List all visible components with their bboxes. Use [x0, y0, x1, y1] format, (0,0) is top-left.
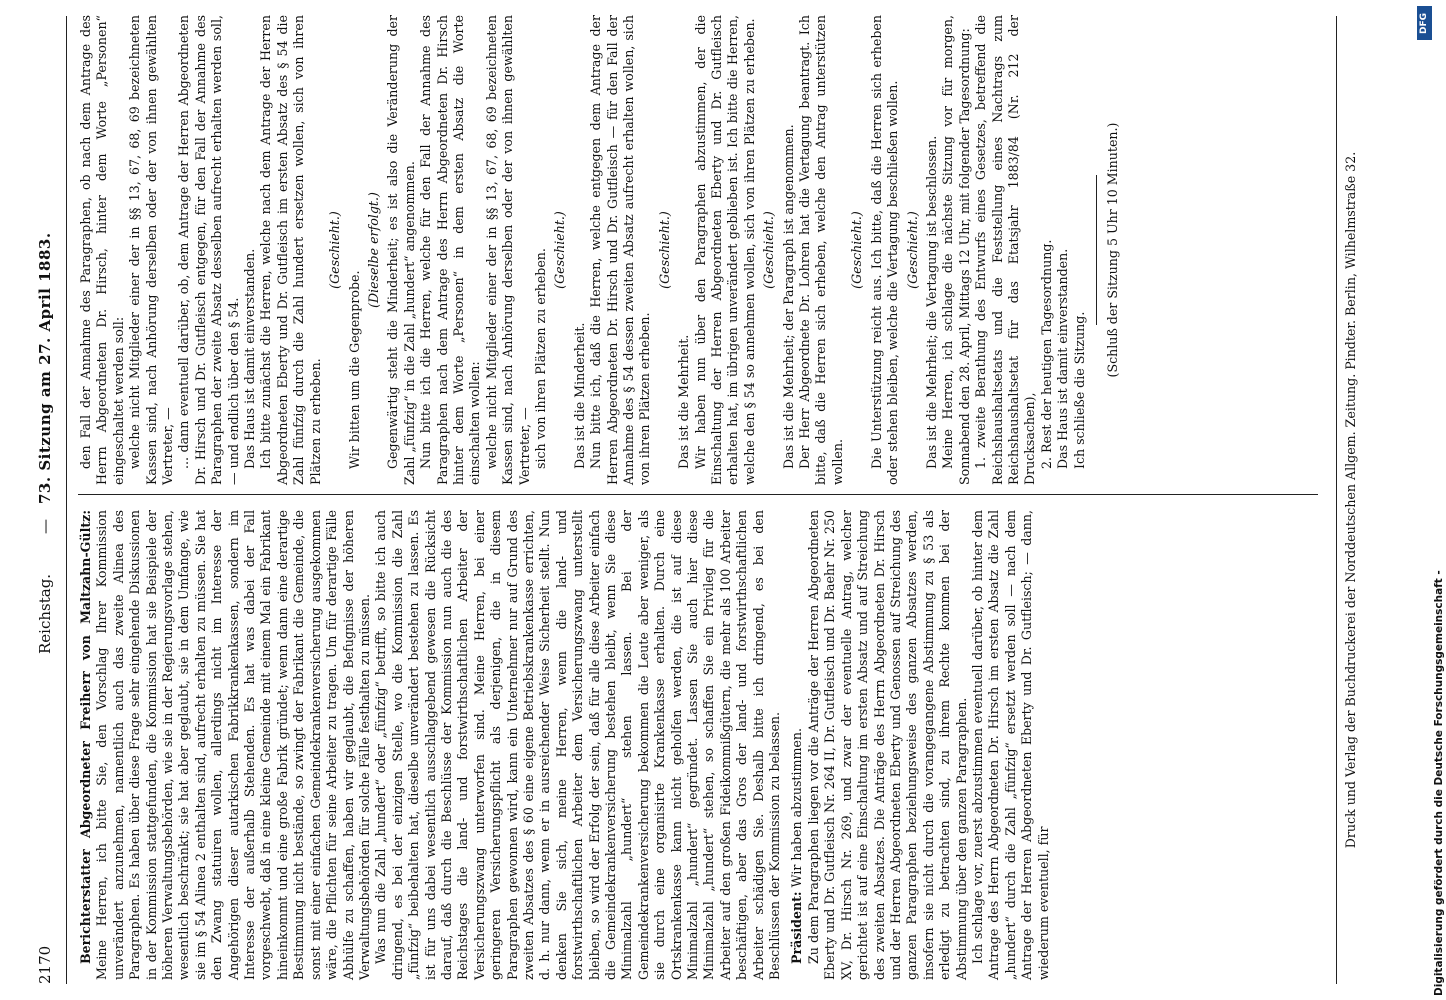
speaker-name: Berichterstatter Abgeordneter Freiherr von Maltzahn-Gültz:	[78, 510, 93, 964]
dfg-logo: DFG	[1417, 6, 1432, 40]
paragraph: Nun bitte ich die Herren, welche für den Fall der Annahme des Paragraphen nach dem Antrage des Herrn Abgeordneten Dr. Hirsch hinter dem Worte „Personen“ in dem ersten Absatz die Worte einschalten wollen:	[418, 15, 483, 485]
paragraph: Ich bitte zunächst die Herren, welche nach dem Antrage der Herren Abgeordneten Eberty und Dr. Gutfleisch im ersten Absatz des § 54 die Zahl fünfzig durch die Zahl hundert ersetzen wollen, sich von ihren Plätzen zu erheben.	[258, 15, 323, 485]
digitization-note: Digitalisierung gefördert durch die Deutsche Forschungsgemeinschaft -	[1433, 570, 1445, 996]
paragraph-text: Ich schlage vor, zuerst abzustimmen eventuell darüber, ob hinter dem Antrage des Herrn Abgeordneten Dr. Hirsch im ersten Absatz die Zahl „hundert“ durch die Zahl „fünfzig“ ersetzt werden soll — nach dem Antrage der Herren Abgeordneten Eberty und Dr. Gutfleisch; — dann, wiederum eventuell, für	[969, 510, 1051, 980]
stage-direction: (Geschieht.)	[904, 211, 920, 289]
paragraph: sich von ihren Plätzen zu erheben.	[532, 248, 548, 469]
footer-address: Berlin, Wilhelmstraße 32.	[1343, 151, 1358, 316]
paragraph	[78, 510, 373, 980]
paragraph-text: Wir haben abzustimmen.	[789, 728, 805, 888]
paragraph	[373, 510, 783, 980]
digitization-sidebar	[1418, 0, 1445, 1000]
stage-direction: (Geschieht.)	[849, 211, 865, 289]
paragraph: Das ist die Minderheit.	[571, 322, 587, 469]
paragraph-text: Was nun die Zahl „hundert“ oder „fünfzig“ betrifft, so bitte ich auch dringend, es bei der einzigen Stelle, wo die Kommission die Zahl „fünfzig“ beibehalten hat, dieselbe unverändert bestehen zu lassen. Es ist für uns dabei wesentlich ausschlaggebend gewesen die Rücksicht darauf, daß durch die Beschlüsse der Kommission nun auch die des Reichstages die land- und forstwirthschaftlichen Arbeiter der Versicherungszwang unterworfen sind. Meine Herren, bei einer geringeren Versicherungspflicht als derjenigen, die in diesem Paragraphen gewonnen wird, kann ein Unternehmer nur auf Grund des zweiten Absatzes des § 60 eine eigene Betriebskrankenkasse errichten, d. h. nur dann, wenn er in ausreichender Weise Sicherheit stellt. Nun denken Sie sich, meine Herren, wenn die land- und forstwirthschaftlichen Arbeiter dem Versicherungszwang unterstellt bleiben, so wird der Erfolg der sein, daß für alle diese Arbeiter einfach die Gemeindekrankenversicherung bestehen bleibt, wenn Sie diese Minimalzahl „hundert“ stehen lassen. Bei der Gemeindekrankenversicherung bekommen die Leute aber weniger, als sie durch eine organisirte Krankenkasse erhalten. Durch eine Ortskrankenkasse kann nicht geholfen werden, die ist auf diese Minimalzahl „hundert“ gegründet. Lassen Sie auch hier diese Minimalzahl „hundert“ stehen, so schaffen Sie ein Privileg für die Arbeiter auf den großen Fideikommißgütern, die mehr als 100 Arbeiter beschäftigen, aber das Gros der land- und forstwirthschaftlichen Arbeiter schädigen Sie. Deshalb bitte ich dringend, es bei den Beschlüssen der Kommission zu belassen.	[373, 510, 783, 980]
paragraph: 2. Rest der heutigen Tagesordnung.	[1038, 239, 1054, 469]
paragraph: Ich schließe die Sitzung.	[1071, 311, 1087, 469]
header-rule	[66, 16, 67, 984]
page-header	[30, 16, 60, 984]
paragraph: Der Herr Abgeordnete Dr. Lohren hat die Vertagung beantragt. Ich bitte, daß die Herren sich erheben, welche den Antrag unterstützen wollen.	[797, 15, 845, 485]
paragraph: Das Haus ist damit einverstanden.	[242, 248, 258, 469]
paragraph	[806, 510, 970, 980]
header-session-title: 73. Sitzung am 27. April 1883.	[36, 232, 54, 504]
paragraph	[970, 510, 1052, 980]
stage-direction: (Geschieht.)	[552, 211, 568, 289]
speaker-name: Präsident:	[789, 891, 805, 964]
paragraph: welche nicht Mitglieder einer der in §§ 13, 67, 68, 69 bezeichneten Kassen sind, nach Anhörung derselben oder der von ihnen gewählten Vertreter, —	[127, 15, 176, 485]
paragraph: Das ist die Mehrheit; der Paragraph ist angenommen.	[780, 124, 796, 469]
right-column	[78, 15, 1121, 485]
footer-imprint: Druck und Verlag der Buchdruckerei der Norddeutschen Allgem. Zeitung. Pindter.	[1343, 319, 1358, 849]
paragraph: Wir haben nun über den Paragraphen abzustimmen, der die Einschaltung der Herren Abgeordneten Eberty und Dr. Gutfleisch erhalten hat, im übrigen unverändert geblieben ist. Ich bitte die Herren, welche den § 54 so annehmen wollen, sich von ihren Plätzen zu erheben.	[692, 15, 757, 485]
paragraph: Wir bitten um die Gegenprobe.	[346, 270, 362, 469]
stage-direction: (Geschieht.)	[656, 211, 672, 289]
left-column	[78, 510, 1052, 980]
paragraph: welche nicht Mitglieder einer der in §§ 13, 67, 68, 69 bezeichneten Kassen sind, nach Anhörung derselben oder der von ihnen gewählten Vertreter, —	[483, 15, 532, 485]
paragraph: Die Unterstützung reicht aus. Ich bitte, daß die Herren sich erheben oder stehen bleiben, welche die Vertagung beschließen wollen.	[868, 15, 901, 485]
paragraph: Das Haus ist damit einverstanden.	[1055, 248, 1071, 469]
column-rule	[78, 494, 1318, 495]
paragraph: 1. zweite Berathung des Entwurfs eines Gesetzes, betreffend die Reichshaushaltsetats und die Feststellung eines Nachtrags zum Reichshaushaltsetat für das Etatsjahr 1883/84 (Nr. 212 der Drucksachen),	[973, 15, 1038, 485]
closing-divider	[1096, 175, 1097, 325]
header-left-title: Reichstag.	[36, 573, 54, 654]
paragraph	[789, 510, 805, 980]
stage-direction: (Geschieht.)	[327, 211, 343, 289]
stage-direction: (Geschieht.)	[761, 211, 777, 289]
paragraph: Gegenwärtig steht die Minderheit; es ist also die Veränderung der Zahl „fünfzig“ in die Zahl „hundert“ angenommen.	[385, 15, 417, 485]
paragraph: Meine Herren, ich schlage die nächste Sitzung vor für morgen, Sonnabend den 28. April, Mittags 12 Uhr, mit folgender Tagesordnung:	[940, 15, 972, 485]
stage-direction: (Dieselbe erfolgt.)	[365, 192, 381, 308]
paragraph-text: Meine Herren, ich bitte Sie, den Vorschlag Ihrer Kommission unverändert anzunehmen, namentlich auch das zweite Alinea des Paragraphen. Es haben über diese Frage sehr eingehende Diskussionen in der Kommission stattgefunden, die Kommission hat sie Beispiele der höheren Verwaltungsbehörden, wie sie in der Regierungsvorlage stehen, wesentlich beschränkt; sie hat aber geglaubt, sie in dem Umfange, wie sie im § 54 Alinea 2 enthalten sind, aufrecht erhalten zu müssen. Sie hat den Zwang statuiren wollen, allerdings nicht im Interesse der Angehörigen dieser autarkischen Fabrikkrankenkassen, sondern im Interesse der außerhalb Stehenden. Es hat was dabei der Fall vorgeschwebt, daß in eine kleine Gemeinde mit einem Mal ein Fabrikant hineinkommt und eine große Fabrik gründet; wenn dann eine derartige Bestimmung nicht bestände, so zwingt der Fabrikant die Gemeinde, die sonst mit einer einfachen Gemeindekrankenversicherung ausgekommen wäre, die Pflichten für seine Arbeiter zu tragen. Um für derartige Fälle Abhülfe zu schaffen, haben wir geglaubt, die Befugnisse der höheren Verwaltungsbehörden für solche Fälle festhalten zu müssen.	[94, 510, 372, 980]
page-footer	[1342, 16, 1360, 984]
paragraph: Das ist die Mehrheit; die Vertagung ist beschlossen.	[923, 135, 939, 469]
paragraph: Das ist die Mehrheit.	[676, 334, 692, 469]
header-separator: —	[36, 519, 54, 534]
paragraph-text: Zu dem Paragraphen liegen vor die Anträge der Herren Abgeordneten Eberty und Dr. Gutfleisch Nr. 264 II, Dr. Gutfleisch und Dr. Baehr Nr. 250 XV, Dr. Hirsch Nr. 269, und zwar der eventuelle Antrag, welcher gerichtet ist auf eine Einschaltung im ersten Absatz und auf Streichung des zweiten Absatzes. Die Anträge des Herrn Abgeordneten Dr. Hirsch und der Herren Abgeordneten Eberty und Genossen auf Streichung des ganzen Paragraphen beziehungsweise des ganzen Absatzes werden, insofern sie nicht durch die vorangegangene Abstimmung zu § 53 als erledigt zu betrachten sind, zu ihrem Rechte kommen bei der Abstimmung über den ganzen Paragraphen.	[805, 510, 969, 980]
paragraph: ... dann eventuell darüber, ob, dem Antrage der Herren Abgeordneten Dr. Hirsch und Dr. Gutfleisch entgegen, für den Fall der Annahme des Paragraphen der zweite Absatz desselben aufrecht erhalten werden soll, — und endlich über den § 54.	[176, 15, 241, 485]
page-number: 2170	[36, 945, 54, 984]
session-closing: (Schluß der Sitzung 5 Uhr 10 Minuten.)	[1104, 122, 1120, 378]
paragraph: den Fall der Annahme des Paragraphen, ob nach dem Antrage des Herrn Abgeordneten Dr. Hirsch, hinter dem Worte „Personen“ eingeschaltet werden soll:	[78, 15, 126, 485]
paragraph: Nun bitte ich, daß die Herren, welche entgegen dem Antrage der Herren Abgeordneten Dr. Hirsch und Dr. Gutfleisch — für den Fall der Annahme des § 54 dessen zweiten Absatz aufrecht erhalten wollen, sich von ihren Plätzen erheben.	[588, 15, 653, 485]
footer-rule	[1336, 16, 1337, 984]
